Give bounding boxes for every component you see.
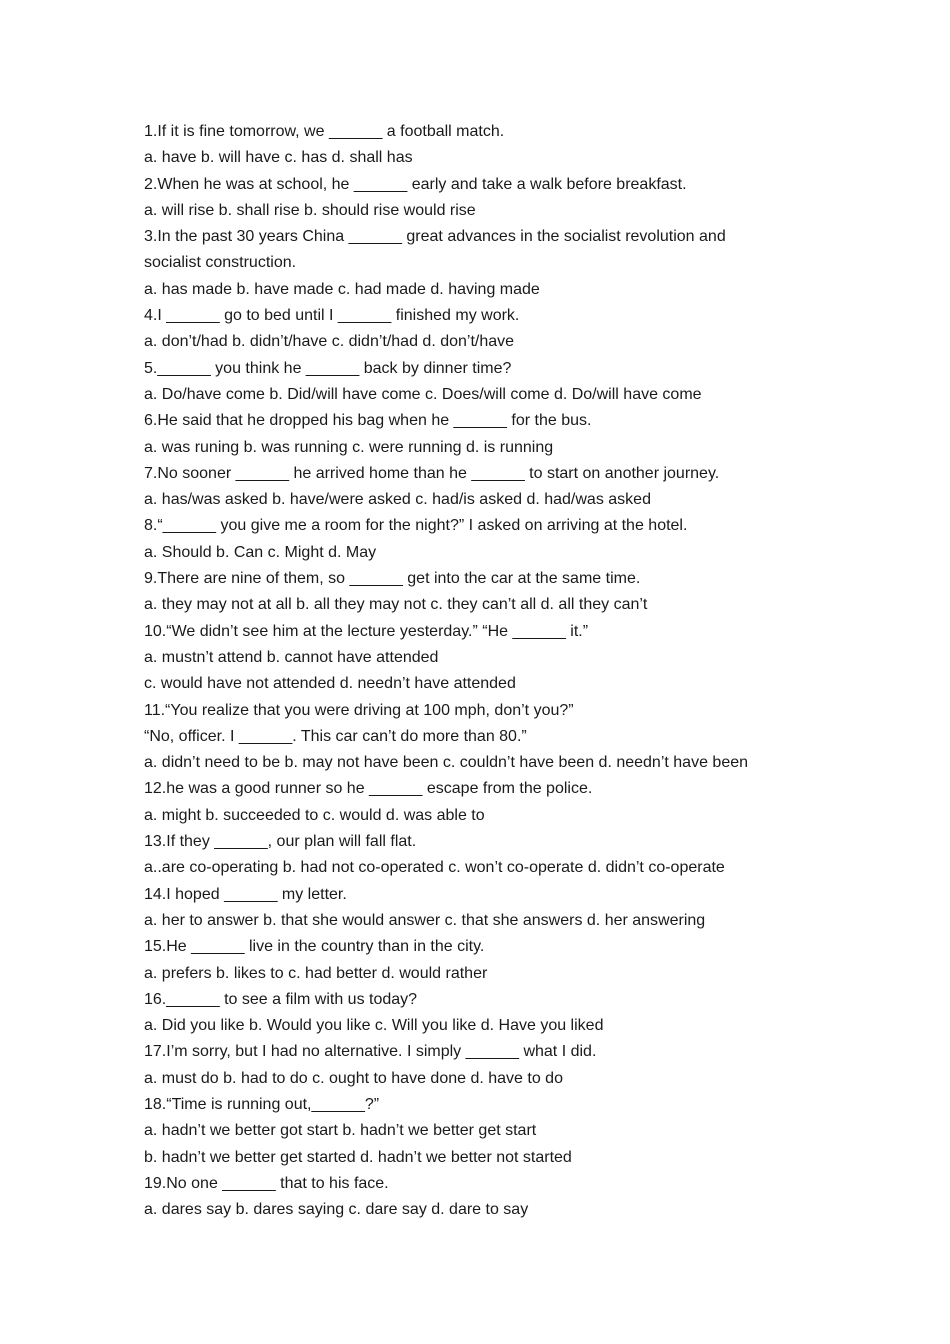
options-15: a. prefers b. likes to c. had better d. would rather: [144, 964, 488, 982]
options-13: a..are co-operating b. had not co-operated c. won’t co-operate d. didn’t co-operate: [144, 859, 725, 877]
options-4: a. don’t/had b. didn’t/have c. didn’t/had d. don’t/have: [144, 333, 515, 351]
options-10-a: a. mustn’t attend b. cannot have attended: [144, 648, 439, 666]
question-3: 3.In the past 30 years China ______ great advances in the socialist revolution and: [144, 228, 726, 246]
question-11-continued: “No, officer. I ______. This car can’t do more than 80.”: [144, 727, 527, 745]
options-1: a. have b. will have c. has d. shall has: [144, 149, 413, 167]
options-14: a. her to answer b. that she would answer c. that she answers d. her answering: [144, 911, 706, 929]
options-18-a: a. hadn’t we better got start b. hadn’t we better get start: [144, 1122, 537, 1140]
options-2: a. will rise b. shall rise b. should rise would rise: [144, 201, 476, 219]
question-16: 16.______ to see a film with us today?: [144, 990, 418, 1008]
question-1: 1.If it is fine tomorrow, we ______ a football match.: [144, 123, 505, 140]
options-11: a. didn’t need to be b. may not have been c. couldn’t have been d. needn’t have been: [144, 754, 749, 772]
question-17: 17.I’m sorry, but I had no alternative. I simply ______ what I did.: [144, 1043, 597, 1061]
question-14: 14.I hoped ______ my letter.: [144, 885, 347, 903]
question-4: 4.I ______ go to bed until I ______ finished my work.: [144, 307, 520, 325]
options-6: a. was runing b. was running c. were running d. is running: [144, 438, 554, 456]
question-11: 11.“You realize that you were driving at 100 mph, don’t you?”: [144, 701, 574, 719]
options-18-b: b. hadn’t we better get started d. hadn’t we better not started: [144, 1148, 572, 1166]
question-10: 10.“We didn’t see him at the lecture yesterday.” “He ______ it.”: [144, 622, 589, 640]
question-7: 7.No sooner ______ he arrived home than he ______ to start on another journey.: [144, 464, 720, 482]
question-15: 15.He ______ live in the country than in the city.: [144, 938, 485, 956]
question-3-continued: socialist construction.: [144, 254, 297, 272]
question-18: 18.“Time is running out,______?”: [144, 1095, 380, 1113]
question-5: 5.______ you think he ______ back by dinner time?: [144, 359, 512, 377]
options-3: a. has made b. have made c. had made d. having made: [144, 280, 540, 298]
options-9: a. they may not at all b. all they may not c. they can’t all d. all they can’t: [144, 596, 648, 614]
question-2: 2.When he was at school, he ______ early and take a walk before breakfast.: [144, 175, 687, 193]
options-16: a. Did you like b. Would you like c. Will you like d. Have you liked: [144, 1017, 604, 1035]
options-17: a. must do b. had to do c. ought to have done d. have to do: [144, 1069, 563, 1087]
exercise-text: [144, 119, 834, 1223]
question-6: 6.He said that he dropped his bag when he ______ for the bus.: [144, 412, 592, 430]
question-8: 8.“______ you give me a room for the night?” I asked on arriving at the hotel.: [144, 517, 688, 535]
options-7: a. has/was asked b. have/were asked c. had/is asked d. had/was asked: [144, 491, 651, 509]
options-10-b: c. would have not attended d. needn’t have attended: [144, 675, 516, 693]
question-9: 9.There are nine of them, so ______ get into the car at the same time.: [144, 570, 641, 588]
options-5: a. Do/have come b. Did/will have come c. Does/will come d. Do/will have come: [144, 385, 702, 403]
question-13: 13.If they ______, our plan will fall flat.: [144, 833, 417, 851]
options-12: a. might b. succeeded to c. would d. was able to: [144, 806, 485, 824]
question-12: 12.he was a good runner so he ______ escape from the police.: [144, 780, 593, 798]
options-8: a. Should b. Can c. Might d. May: [144, 543, 377, 561]
options-19: a. dares say b. dares saying c. dare say d. dare to say: [144, 1201, 529, 1219]
question-19: 19.No one ______ that to his face.: [144, 1174, 389, 1192]
